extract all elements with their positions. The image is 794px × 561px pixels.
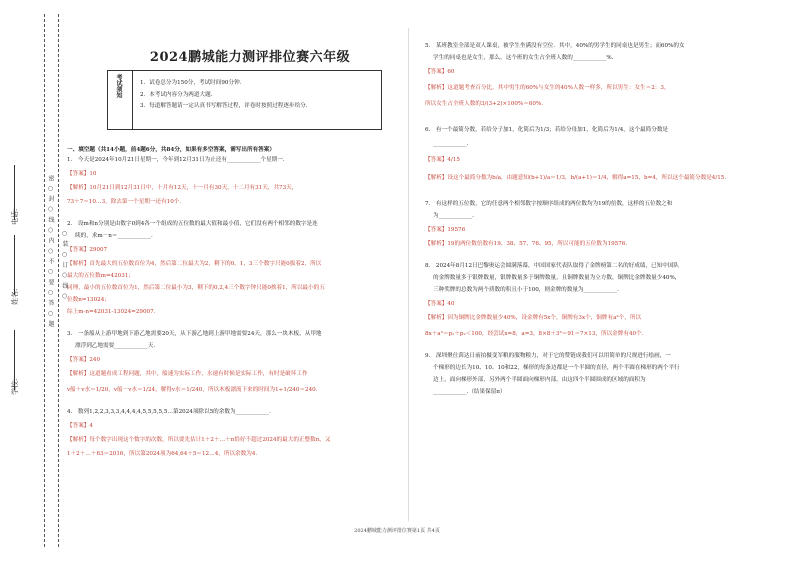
analysis-line: 【解析】19的两位数倍数有19、38、57、76、95，所以可能的五位数为19576. (425, 241, 628, 247)
answer: 【答案】4/15 (425, 157, 460, 163)
right-column (425, 42, 760, 396)
section-header: 一、填空题（共14小题，前4题6分，共84分，如果有多空答案，需写出所有答案） (67, 147, 275, 153)
answer: 【答案】29007 (67, 247, 108, 253)
analysis-line: 【解析】这道题看成工程问题，其中，船速为实际工作，水速有时候是实际工作，有时是破坏工作 (67, 371, 308, 377)
question-text: 2. 设m和n分别是由数字0到4各一个组成的五位数的最大值和最小值，它们没有两个相邻的数字是连 (67, 221, 318, 227)
question-text-cont: 续的，求m－n＝____________. (75, 233, 153, 239)
answer: 【答案】60 (425, 69, 455, 75)
question-text-cont: ____________.（结果保留π） (433, 389, 506, 395)
analysis-line: 【解析】10月21日到12月31日中，十月有12天，十一月有30天，十二月有31天，共73天， (67, 185, 298, 191)
formula-line: v船＋v水＝1/20，v船－v水＝1/24，解得v水＝1/240，所以木板漂流下来的时间为1÷1/240＝240. (67, 387, 318, 393)
question-text-cont: 三种奖牌的总数为两个质数的积且小于100，则金牌的数量为____________. (433, 287, 619, 293)
question-text: 5. 某班教室全部是双人课桌，被学生坐满没有空位．其中，40%的男学生的同桌也是男生；而60%的女 (425, 43, 685, 49)
answer: 【答案】240 (67, 357, 101, 363)
answer: 【答案】10 (67, 171, 97, 177)
column-divider (408, 28, 409, 521)
phone-fill-line (14, 165, 15, 220)
question-text: 6. 有一个最简分数，若给分子加1，化简后为1/3；若给分母加1，化简后为1/4，这个最简分数是 (425, 127, 669, 133)
question-text: 1. 今天是2024年10月21日星期一，今年到12月31日为止还有____________个星期一. (67, 157, 285, 163)
name-label: 姓名: (11, 288, 19, 305)
page-footer: 2024鹏城能力测评排位赛第1页 共4页 (354, 528, 440, 534)
binding-line-outer (44, 14, 45, 547)
answer: 【答案】40 (425, 301, 455, 307)
analysis-line: 同理，最小的五位数首位为1，然后第二位最小为3，剩下的0,2,4三个数字钟只能0挨着1，所以最小的五 (67, 285, 325, 291)
answer: 【答案】4 (67, 423, 93, 429)
left-column (67, 156, 397, 458)
notice-item: 2．本考试内容分为两道大题. (140, 92, 213, 98)
phone-label: 电话: (11, 208, 19, 225)
notice-label: 考试须知 (115, 74, 122, 98)
question-text-cont: 为____________. (433, 213, 474, 219)
analysis-line: 【解析】因为铜牌比金牌数量少40%，设金牌有5x个，铜牌有3x个，铜牌有a³个，所以 (425, 315, 642, 321)
question-text-cont: 个梯形的边长为10、10、10和22，梯形的每条边都是一个半圆的直径，两个半圆在梯形的两个平行 (433, 365, 680, 371)
binding-line-inner (58, 14, 59, 547)
notice-item: 3．每道解答题请一定认真书写解答过程，评卷时按照过程逐步给分. (140, 103, 308, 109)
analysis-line: 【解析】这道题考查百分比，其中男生的60%与女生的40%人数一样多，所以男生：女生＝2：3， (425, 85, 670, 91)
analysis-line: 73＋7＝10…3，除去第一个星期一还有10个. (67, 199, 182, 205)
school-label: 学校: (11, 378, 19, 395)
analysis-line: 【解析】首先最大的五位数首位为4，然后第二位最大为2，剩下的0，1，3三个数字只能0拔着2，所以 (67, 261, 322, 267)
question-text: 9. 深圳聚仕茵达日前拍摄变军粮的服物粮力，对于它的赞链成我们可以用简单的尺规进行绘画，一 (425, 353, 671, 359)
question-text: 7. 有这样的五位数，它的任意两个相邻数字按顺序组成的两位数均为19的倍数，这样的五位数之和 (425, 201, 673, 207)
question-text-cont: 学生的同桌也是女生，那么，这个班的女生占全班人数的____________%. (433, 55, 614, 61)
school-fill-line (14, 330, 15, 390)
analysis-line: 所以女生占全班人数的3/(3+2)×100%＝60%. (425, 101, 544, 107)
analysis-line: 8x＋a³＝p₁＋p₂＜100，经尝试x=8，a=3，8×8＋3³＝91＝7×13，所以金牌有40个. (425, 331, 644, 337)
name-fill-line (14, 235, 15, 295)
answer: 【答案】19576 (425, 227, 466, 233)
seal-line-text-2: ○ 装 ○ 订 ○ 线 ○ (61, 230, 68, 301)
question-text-cont: 漂浮到乙地需要____________天. (75, 343, 156, 349)
analysis-line: 【解析】每个数字出现这个数字的次数，所以要先估计1＋2＋…＋n恰好不超过2024的最大的正整数n，又 (67, 437, 331, 443)
question-text: 3. 一条船从上游甲地到下游乙地需要20天，从下游乙地到上游甲地需要24天，那么一块木板，从甲地 (67, 331, 322, 337)
question-text: 4. 数列1,2,2,3,3,3,4,4,4,4,5,5,5,5,5…第2024项除以5的余数为____________. (67, 409, 271, 415)
analysis-line: 综上m-n=42031-13024=29007. (67, 309, 156, 315)
question-text-cont: 的金牌数量多于银牌数量，银牌数量多于铜牌数量，且铜牌数量为立方数，铜牌比金牌数量少40%， (433, 275, 681, 281)
notice-box (107, 70, 382, 130)
analysis-line: 【解析】设这个最简分数为b/a，由题意知(b+1)/a＝1/3，b/(a+1)＝1/4，解得a=15，b=4，所以这个最简分数是4/15. (425, 175, 727, 181)
question-text-cont: 边上，面向梯形外部，另外两个半圆面向梯形内部，由这四个半圆围成的区域的面积为 (433, 377, 646, 383)
notice-divider (132, 71, 133, 129)
notice-item: 1．试卷总分为150分，考试时间90分钟. (140, 80, 242, 86)
analysis-line: 1＋2＋…＋63＝2016，所以第2024项为64,64＋5＝12…4，所以余数为4. (67, 451, 258, 457)
analysis-line: 最大的五位数m=42031； (67, 273, 134, 279)
seal-line-text: 密 ○ 封 ○ 线 ○ 内 ○ 不 ○ 要 ○ 答 ○ 题 (47, 175, 54, 328)
page-title: 2024鹏城能力测评排位赛六年级 (149, 50, 351, 65)
question-text: 8. 2024年8月12日巴黎奥运会圆满落幕，中国国家代表队取得了金牌榜第二名的好成绩，已知中国队 (425, 263, 680, 269)
analysis-line: 位数n=13024； (67, 297, 110, 303)
question-text-cont: ____________. (433, 141, 469, 147)
